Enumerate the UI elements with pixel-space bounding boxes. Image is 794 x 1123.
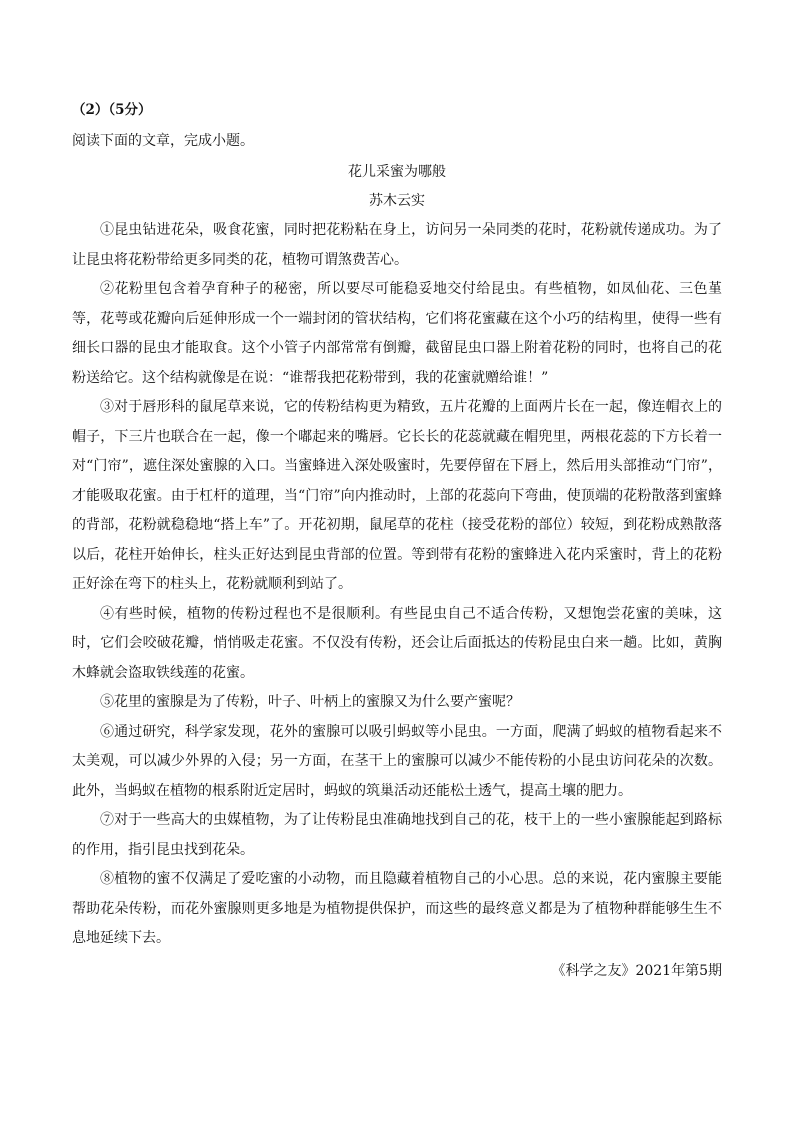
article-paragraph-3: ③对于唇形科的鼠尾草来说，它的传粉结构更为精致，五片花瓣的上面两片长在一起，像连帽衣上的帽子，下三片也联合在一起，像一个嘟起来的嘴唇。它长长的花蕊就藏在帽兜里，两根花蕊的下方长着一对“门帘”，遮住深处蜜腺的入口。当蜜蜂进入深处吸蜜时，先要停留在下唇上，然后用头部推动“门帘”，才能吸取花蜜。由于杠杆的道理，当“门帘”向内推动时，上部的花蕊向下弯曲，使顶端的花粉散落到蜜蜂的背部，花粉就稳稳地“搭上车”了。开花初期，鼠尾草的花柱（接受花粉的部位）较短，到花粉成熟散落以后，花柱开始伸长，柱头正好达到昆虫背部的位置。等到带有花粉的蜜蜂进入花内采蜜时，背上的花粉正好涂在弯下的柱头上，花粉就顺利到站了。 [72, 399, 722, 592]
article-paragraph-8: ⑧植物的蜜不仅满足了爱吃蜜的小动物，而且隐藏着植物自己的小心思。总的来说，花内蜜腺主要能帮助花朵传粉，而花外蜜腺则更多地是为植物提供保护，而这些的最终意义都是为了植物种群能够生生不息地延续下去。 [72, 871, 722, 946]
article-paragraph-7: ⑦对于一些高大的虫媒植物，为了让传粉昆虫准确地找到自己的花，枝干上的一些小蜜腺能起到路标的作用，指引昆虫找到花朵。 [72, 812, 722, 858]
article-paragraph-1: ①昆虫钻进花朵，吸食花蜜，同时把花粉粘在身上，访问另一朵同类的花时，花粉就传递成功。为了让昆虫将花粉带给更多同类的花，植物可谓煞费苦心。 [72, 222, 722, 268]
article-paragraph-4: ④有些时候，植物的传粉过程也不是很顺利。有些昆虫自己不适合传粉，又想饱尝花蜜的美味，这时，它们会咬破花瓣，悄悄吸走花蜜。不仅没有传粉，还会让后面抵达的传粉昆虫白来一趟。比如，黄胸木蜂就会盗取铁线莲的花蜜。 [72, 605, 722, 681]
article-paragraph-6: ⑥通过研究，科学家发现，花外的蜜腺可以吸引蚂蚁等小昆虫。一方面，爬满了蚂蚁的植物看起来不太美观，可以减少外界的入侵；另一方面，在茎干上的蜜腺可以减少不能传粉的小昆虫访问花朵的次数。此外，当蚂蚁在植物的根系附近定居时，蚂蚁的筑巢活动还能松土透气，提高土壤的肥力。 [72, 723, 722, 799]
article-author: 苏木云实 [369, 193, 425, 209]
question-instruction: 阅读下面的文章，完成小题。 [72, 133, 254, 149]
article-source: 《科学之友》2021年第5期 [551, 962, 722, 979]
document-content [72, 98, 722, 986]
article-paragraph-2: ②花粉里包含着孕育种子的秘密，所以要尽可能稳妥地交付给昆虫。有些植物，如凤仙花、三色堇等，花萼或花瓣向后延伸形成一个一端封闭的管状结构，它们将花蜜藏在这个小巧的结构里，使得一些有细长口器的昆虫才能取食。这个小管子内部常常有倒瓣，截留昆虫口器上附着花粉的同时，也将自己的花粉送给它。这个结构就像是在说：“谁帮我把花粉带到，我的花蜜就赠给谁！” [72, 281, 722, 386]
article-paragraph-5: ⑤花里的蜜腺是为了传粉，叶子、叶柄上的蜜腺又为什么要产蜜呢？ [100, 694, 520, 710]
question-number: （2）（5分） [72, 102, 152, 118]
article-title: 花儿采蜜为哪般 [348, 164, 446, 180]
